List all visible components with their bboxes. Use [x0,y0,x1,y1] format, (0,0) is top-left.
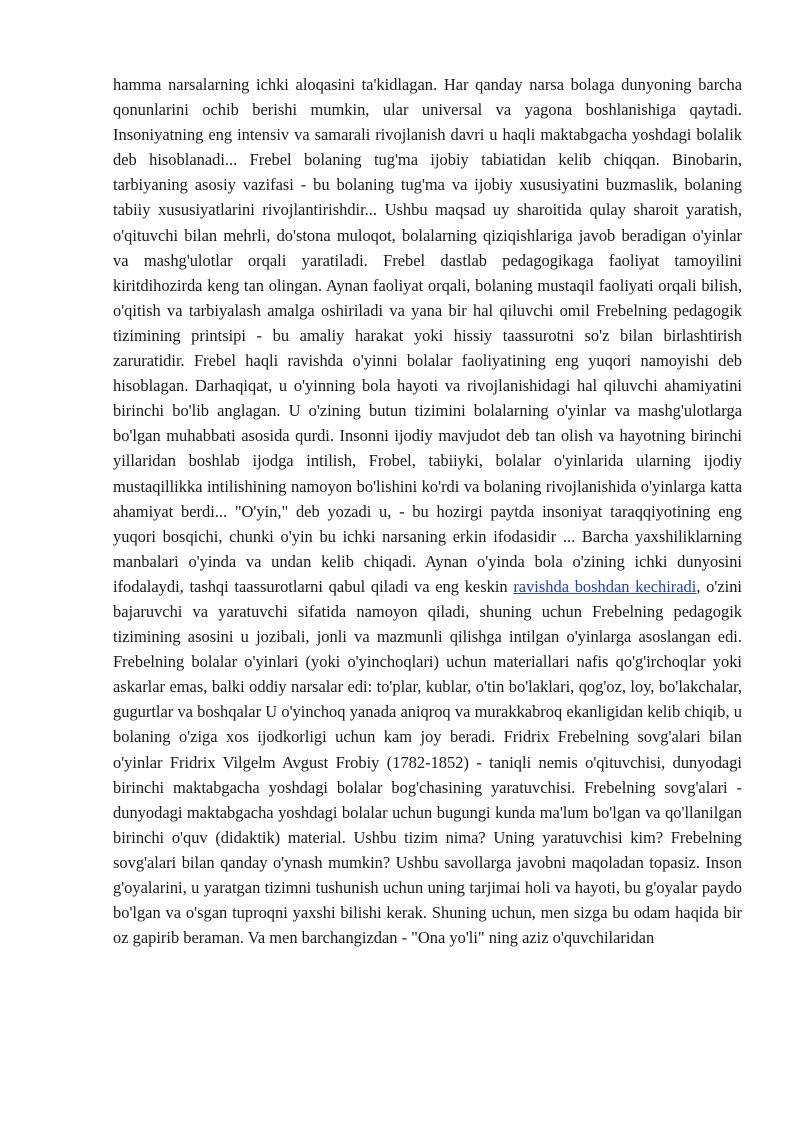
document-page [113,72,742,950]
paragraph-text-after-link: , o'zini bajaruvchi va yaratuvchi sifatida namoyon qiladi, shuning uchun Frebelning pedagogik tizimining asosini u jozibali, jonli va mazmunli qilishga intilgan o'yinlarga asoslangan edi. Frebelning bolalar o'yinlari (yoki o'yinchoqlari) uchun materiallari nafis qo'g'irchoqlar yoki askarlar emas, balki oddiy narsalar edi: to'plar, kublar, o'tin bo'laklari, qog'oz, loy, bo'lakchalar, gugurtlar va boshqalar U o'yinchoq yanada aniqroq va murakkabroq ekanligidan kelib chiqib, u bolaning o'ziga xos ijodkorligi uchun kam joy beradi. Fridrix Frebelning sovg'alari bilan o'yinlar Fridrix Vilgelm Avgust Frobiy (1782-1852) - taniqli nemis o'qituvchisi, dunyodagi birinchi maktabgacha yoshdagi bolalar bog'chasining yaratuvchisi. Frebelning sovg'alari - dunyodagi maktabgacha yoshdagi bolalar uchun bugungi kunda ma'lum bo'lgan va qo'llanilgan birinchi o'quv (didaktik) material. Ushbu tizim nima? Uning yaratuvchisi kim? Frebelning sovg'alari bilan qanday o'ynash mumkin? Ushbu savollarga javobni maqoladan topasiz. Inson g'oyalarini, u yaratgan tizimni tushunish uchun uning tarjimai holi va hayoti, bu g'oyalar paydo bo'lgan va o'sgan tuproqni yaxshi bilishi kerak. Shuning uchun, men sizga bu odam haqida bir oz gapirib beraman. Va men barchangizdan - "Ona yo'li" ning aziz o'quvchilaridan [113,576,742,948]
inline-link[interactable]: ravishda boshdan kechiradi [513,576,697,596]
body-paragraph [113,72,742,950]
paragraph-text-before-link: hamma narsalarning ichki aloqasini ta'kidlagan. Har qanday narsa bolaga dunyoning barcha qonunlarini ochib berishi mumkin, ular universal va yagona boshlanishiga qaytadi. Insoniyatning eng intensiv va samarali rivojlanish davri u haqli maktabgacha yoshdagi bolalik deb hisoblanadi... Frebel bolaning tug'ma ijobiy tabiatidan kelib chiqqan. Binobarin, tarbiyaning asosiy vazifasi - bu bolaning tug'ma va ijobiy xususiyatini buzmaslik, bolaning tabiiy xususiyatlarini rivojlantirishdir... Ushbu maqsad uy sharoitida qulay sharoit yaratish, o'qituvchi bilan mehrli, do'stona muloqot, bolalarning qiziqishlariga javob beradigan o'yinlar va mashg'ulotlar orqali yaratiladi. Frebel dastlab pedagogikaga faoliyat tamoyilini kiritdihozirda keng tan olingan. Aynan faoliyat orqali, bolaning mustaqil faoliyati orqali bilish, o'qitish va tarbiyalash amalga oshiriladi va yana bir hal qiluvchi omil Frebelning pedagogik tizimining printsipi - bu amaliy harakat yoki hissiy taassurotni so'z bilan birlashtirish zaruratidir. Frebel haqli ravishda o'yinni bolalar faoliyatining eng yuqori namoyishi deb hisoblagan. Darhaqiqat, u o'yinning bola hayoti va rivojlanishidagi hal qiluvchi ahamiyatini birinchi bo'lib anglagan. U o'zining butun tizimini bolalarning o'yinlar va mashg'ulotlarga bo'lgan muhabbati asosida qurdi. Insonni ijodiy mavjudot deb tan olish va hayotning birinchi yillaridan boshlab ijodga intilish, Frobel, tabiiyki, bolalar o'yinlarida ularning ijodiy mustaqillikka intilishining namoyon bo'lishini ko'rdi va bolaning rivojlanishida o'yinlarga katta ahamiyat berdi... "O'yin," deb yozadi u, - bu hozirgi paytda insoniyat taraqqiyotining eng yuqori bosqichi, chunki o'yin bu ichki narsaning erkin ifodasidir ... Barcha yaxshiliklarning manbalari o'yinda va undan kelib chiqadi. Aynan o'yinda bola o'zining ichki dunyosini ifodalaydi, tashqi taassurotlarni qabul qiladi va eng keskin [113,75,742,596]
